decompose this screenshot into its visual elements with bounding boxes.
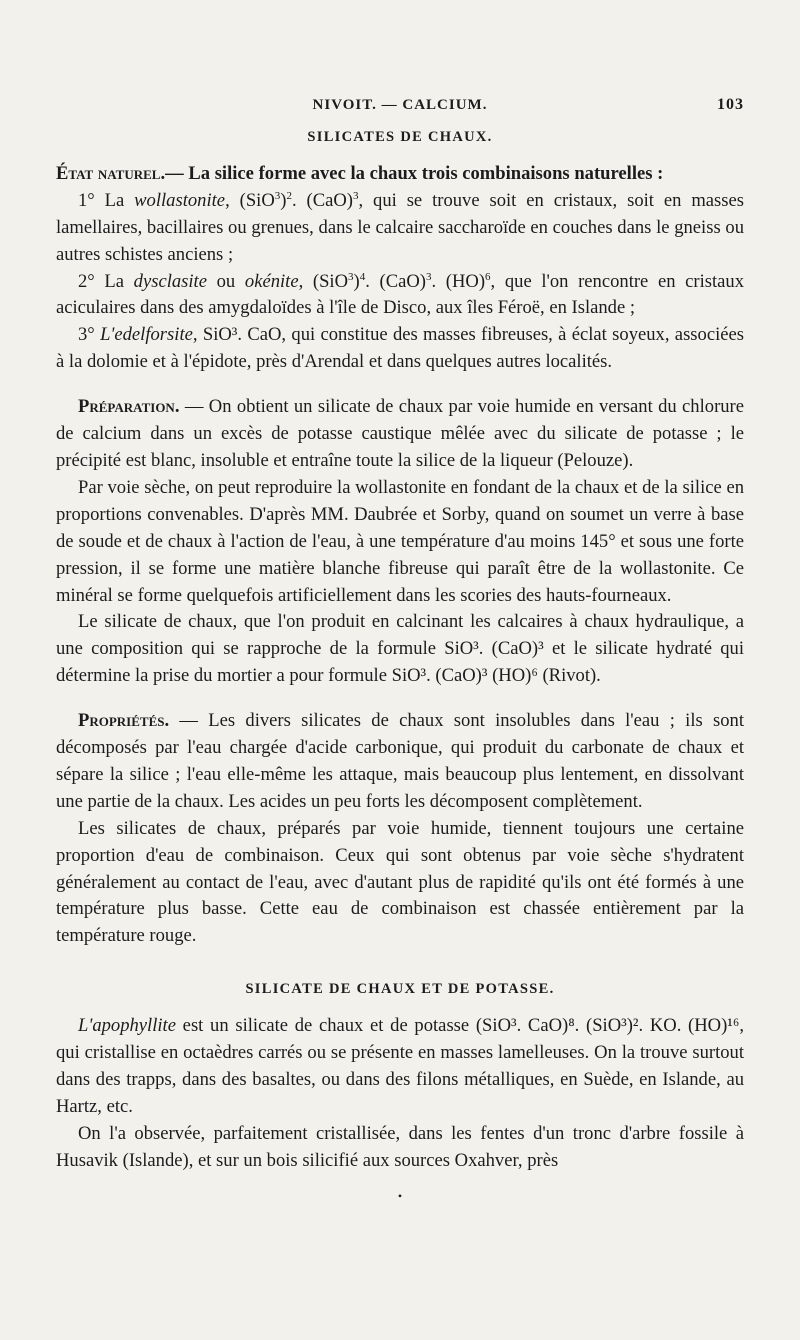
item1-number: 1° La bbox=[78, 189, 135, 211]
book-page bbox=[56, 86, 744, 1210]
apophyllite-name: L'apophyllite bbox=[78, 1015, 176, 1037]
item2-or: ou bbox=[206, 270, 245, 292]
item3-name: L'edelforsite bbox=[100, 324, 193, 346]
item2-text: , que l'on rencontre en cristaux aciculaires dans des amygdaloïdes à l'île de Disco, aux îles Féroë, en Islande ; bbox=[56, 270, 745, 319]
item1-text: , qui se trouve soit en cristaux, soit en masses lamellaires, bacillaires ou grenues, dans le calcaire saccharoïde en couches dans le gneiss ou autres schistes anciens ; bbox=[56, 189, 745, 265]
section-title-silicates-de-chaux: SILICATES DE CHAUX. bbox=[307, 129, 493, 145]
item-edelforsite bbox=[56, 322, 744, 376]
footer-mark: • bbox=[397, 1188, 403, 1203]
preparation-paragraph-1 bbox=[56, 394, 744, 475]
etat-naturel-intro-text: — La silice forme avec la chaux trois combinaisons naturelles : bbox=[165, 162, 664, 184]
proprietes-lead: Propriétés. bbox=[78, 710, 170, 732]
item-dysclasite: 2° La dysclasite ou okénite, $(SiO^3)^4$. (CaO)$^3$. (HO)$^6$, que l'on rencontre en cristaux aciculaires dans des amygdaloïdes à l'île de Disco, aux îles Féroë, en Islande ; bbox=[56, 270, 745, 319]
running-title: NIVOIT. — CALCIUM. bbox=[312, 97, 488, 113]
proprietes-text-1: — Les divers silicates de chaux sont insolubles dans l'eau ; ils sont décomposés par l'eau chargée d'acide carbonique, qui produit du carbonate de chaux et sépare la silice ; l'eau elle-même les attaque, mais beaucoup plus lentement, en dissolvant une partie de la chaux. Les acides un peu forts les décomposent complètement. bbox=[56, 710, 744, 812]
preparation-paragraph-2: Par voie sèche, on peut reproduire la wollastonite en fondant de la chaux et de la silice en proportions convenables. D'après MM. Daubrée et Sorby, quand on soumet un verre à base de soude et de chaux à l'action de l'eau, à une température d'au moins 145° et sous une forte pression, il se forme une matière blanche fibreuse qui paraît être de la wollastonite. Ce minéral se forme quelquefois artificiellement dans les scories des hauts-fourneaux. bbox=[56, 476, 744, 606]
page-header bbox=[56, 86, 744, 120]
item2-name2: okénite bbox=[244, 270, 299, 292]
proprietes-paragraph-1 bbox=[56, 708, 744, 816]
page-number: 103 bbox=[717, 96, 744, 113]
apophyllite-text-1: est un silicate de chaux et de potasse (SiO³. CaO)⁸. (SiO³)². KO. (HO)¹⁶, qui cristallise en octaèdres carrés ou se présente en masses lamelleuses. On la trouve surtout dans des trapps, dans des basaltes, ou dans des filons métalliques, en Suède, en Islande, au Hartz, etc. bbox=[56, 1015, 744, 1117]
proprietes-paragraph-2: Les silicates de chaux, préparés par voie humide, tiennent toujours une certaine proportion d'eau de combinaison. Ceux qui sont obtenus par voie sèche s'hydratent généralement au contact de l'eau, avec d'autant plus de rapidité qu'ils ont été formés à une température plus basse. Cette eau de combinaison est chassée entièrement par la température rouge. bbox=[56, 817, 744, 947]
etat-naturel-intro bbox=[56, 161, 744, 188]
item1-name: wollastonite bbox=[134, 189, 226, 211]
item3-text: , SiO³. CaO, qui constitue des masses fibreuses, à éclat soyeux, associées à la dolomie et à l'épidote, près d'Arendal et dans quelques autres localités. bbox=[56, 324, 744, 373]
section-title-silicate-chaux-potasse: SILICATE DE CHAUX ET DE POTASSE. bbox=[245, 981, 555, 998]
item3-number: 3° bbox=[78, 324, 101, 346]
item-wollastonite: 1° La wollastonite, $(SiO^3)^2$. (CaO)$^3$, qui se trouve soit en cristaux, soit en masses lamellaires, bacillaires ou grenues, dans le calcaire saccharoïde en couches dans le gneiss ou autres schistes anciens ; bbox=[56, 189, 745, 265]
preparation-text-1: — On obtient un silicate de chaux par voie humide en versant du chlorure de calcium dans un excès de potasse caustique mêlée avec du silicate de potasse ; le précipité est blanc, insoluble et entraîne toute la silice de la liqueur (Pelouze). bbox=[56, 396, 744, 471]
item2-name: dysclasite bbox=[133, 270, 207, 292]
preparation-paragraph-3: Le silicate de chaux, que l'on produit en calcinant les calcaires à chaux hydraulique, a une composition qui se rapproche de la formule SiO³. (CaO)³ et le silicate hydraté qui détermine la prise du mortier a pour formule SiO³. (CaO)³ (HO)⁶ (Rivot). bbox=[56, 611, 744, 687]
apophyllite-paragraph-2: On l'a observée, parfaitement cristallisée, dans les fentes d'un tronc d'arbre fossile à Husavik (Islande), et sur un bois silicifié aux sources Oxahver, près bbox=[56, 1122, 744, 1171]
preparation-lead: Préparation. bbox=[78, 396, 180, 418]
item2-number: 2° La bbox=[78, 270, 134, 292]
etat-naturel-lead: État naturel. bbox=[56, 162, 166, 184]
apophyllite-paragraph-1 bbox=[56, 1013, 744, 1121]
